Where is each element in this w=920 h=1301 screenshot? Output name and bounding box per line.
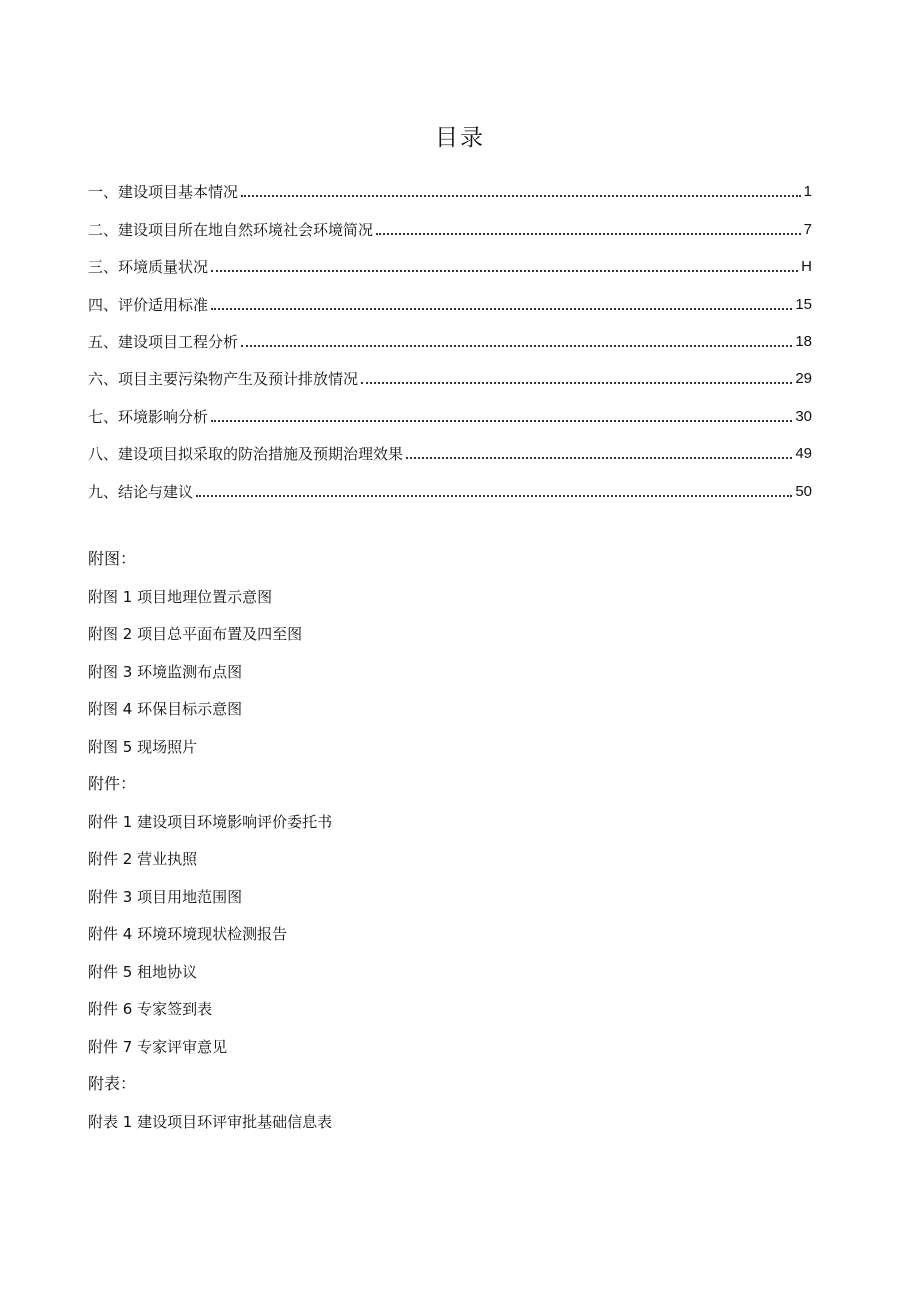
toc-dot-leader [406, 457, 792, 459]
figure-item: 附图 5 现场照片 [88, 737, 198, 756]
toc-entry-text: 六、项目主要污染物产生及预计排放情况 [88, 370, 359, 389]
toc-entry-2[interactable] [88, 205, 812, 242]
toc-dot-leader [211, 308, 792, 310]
toc-dot-leader [376, 233, 801, 235]
toc-dot-leader [241, 195, 801, 197]
toc-entry-text: 八、建设项目拟采取的防治措施及预期治理效果 [88, 445, 404, 464]
attachment-item: 附件 3 项目用地范围图 [88, 887, 243, 906]
attachment-item: 附件 2 营业执照 [88, 850, 198, 868]
toc-page-number: 50 [795, 482, 812, 500]
toc-entry-6[interactable] [88, 355, 812, 392]
table-item: 附表 1 建设项目环评审批基础信息表 [88, 1112, 333, 1131]
toc-entry-text: 四、评价适用标准 [88, 295, 209, 314]
toc-page-number: 29 [795, 370, 812, 388]
toc-entry-1[interactable] [88, 168, 812, 205]
tables-heading: 附表： [88, 1074, 137, 1093]
figure-item: 附图 2 项目总平面布置及四至图 [88, 625, 303, 643]
toc-entry-text: 二、建设项目所在地自然环境社会环境简况 [88, 220, 374, 239]
toc-dot-leader [196, 495, 792, 497]
toc-page-number: 18 [795, 332, 812, 350]
attachment-item: 附件 6 专家签到表 [88, 1000, 213, 1018]
toc-page-number: 49 [795, 445, 812, 463]
toc-entry-text: 一、建设项目基本情况 [88, 183, 239, 202]
toc-entry-8[interactable] [88, 430, 812, 467]
attachment-item: 附件 5 租地协议 [88, 962, 198, 981]
toc-entry-9[interactable] [88, 467, 812, 504]
toc-entry-4[interactable] [88, 280, 812, 317]
toc-entry-7[interactable] [88, 392, 812, 429]
toc-entry-5[interactable] [88, 318, 812, 355]
figure-item: 附图 3 环境监测布点图 [88, 662, 243, 681]
figure-item: 附图 4 环保目标示意图 [88, 700, 243, 718]
figure-item: 附图 1 项目地理位置示意图 [88, 587, 273, 606]
appendix-section [88, 546, 688, 1146]
toc-entry-text: 三、环境质量状况 [88, 258, 209, 277]
toc-entry-text: 七、环境影响分析 [88, 407, 209, 426]
toc-entry-text: 九、结论与建议 [88, 482, 194, 501]
toc-entry-text: 五、建设项目工程分析 [88, 332, 239, 351]
attachment-item: 附件 4 环境环境现状检测报告 [88, 925, 288, 943]
toc-page-number: 7 [803, 220, 812, 238]
toc-dot-leader [211, 270, 798, 272]
toc-page-number: 15 [795, 295, 812, 313]
attachment-item: 附件 7 专家评审意见 [88, 1037, 228, 1056]
page-title: 目录 [435, 125, 485, 151]
toc-page-number: H [801, 258, 812, 276]
toc-page-number: 1 [803, 183, 812, 201]
toc-dot-leader [361, 382, 792, 384]
toc-entry-3[interactable] [88, 243, 812, 280]
toc-dot-leader [211, 420, 792, 422]
table-of-contents [88, 168, 812, 505]
figures-heading: 附图： [88, 549, 137, 568]
toc-page-number: 30 [795, 407, 812, 425]
attachment-item: 附件 1 建设项目环境影响评价委托书 [88, 812, 333, 831]
toc-dot-leader [241, 345, 792, 347]
attachments-heading: 附件： [88, 774, 137, 793]
